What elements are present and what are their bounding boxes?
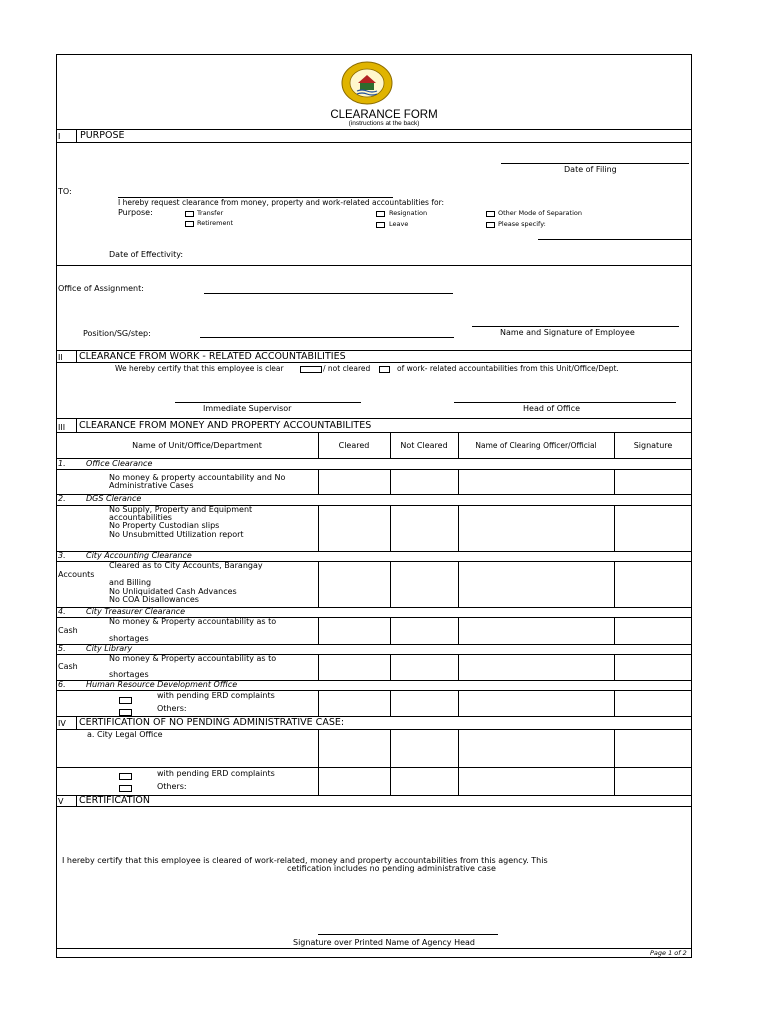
item-4-number: 4. [58, 607, 66, 616]
other-mode-checkbox[interactable] [486, 211, 495, 217]
date-of-effectivity-label: Date of Effectivity: [109, 250, 184, 259]
item-3-detail: No COA Disallowances [109, 595, 199, 604]
form-subtitle: (instructions at the back) [348, 120, 420, 127]
item-1-name: Office Clearance [86, 459, 153, 468]
item-3-detail: No Unliquidated Cash Advances [109, 587, 237, 596]
item-4-detail: No money & Property accountability as to [109, 617, 277, 626]
section-number-i: I [58, 132, 61, 141]
hrdo-erd-checkbox[interactable] [119, 697, 132, 704]
item-5-detail: No money & Property accountability as to [109, 654, 277, 663]
section-number-iii: III [58, 423, 66, 432]
item-2-detail: No Supply, Property and Equipment [109, 505, 253, 514]
item-4-detail: shortages [109, 634, 149, 643]
item-3-detail: and Billing [109, 578, 152, 587]
item-4-detail: Cash [58, 626, 78, 635]
clear-checkbox[interactable] [300, 366, 322, 373]
please-specify-checkbox[interactable] [486, 222, 495, 228]
item-1-number: 1. [58, 459, 66, 468]
col-unit: Name of Unit/Office/Department [132, 441, 262, 450]
item-1-detail: Administrative Cases [109, 481, 194, 490]
legal-others-checkbox[interactable] [119, 785, 132, 792]
section-number-ii: II [58, 353, 63, 362]
item-5-name: City Library [86, 644, 133, 653]
col-officer: Name of Clearing Officer/Official [475, 441, 597, 450]
item-6-detail: with pending ERD complaints [157, 691, 275, 700]
official-seal-logo [341, 61, 393, 105]
to-label: TO: [58, 187, 72, 196]
col-cleared: Cleared [338, 441, 370, 450]
item-2-number: 2. [58, 494, 66, 503]
item-4-name: City Treasurer Clearance [86, 607, 186, 616]
head-of-office-label: Head of Office [523, 404, 581, 413]
section-title-certification: CERTIFICATION [79, 795, 150, 806]
legal-others-label: Others: [157, 782, 187, 791]
office-of-assignment-field[interactable] [204, 293, 453, 294]
supervisor-label: Immediate Supervisor [203, 404, 292, 413]
please-specify-field[interactable] [538, 239, 692, 240]
agency-head-signature-field[interactable] [318, 934, 498, 935]
section-number-v: V [58, 797, 64, 806]
position-field[interactable] [200, 337, 454, 338]
certify-text-b: / not cleared [323, 364, 371, 373]
form-title: CLEARANCE FORM [330, 109, 438, 121]
position-label: Position/SG/step: [83, 329, 151, 338]
retirement-checkbox[interactable] [185, 221, 194, 227]
section-title-work: CLEARANCE FROM WORK - RELATED ACCOUNTABILITIES [79, 351, 346, 362]
item-5-detail: Cash [58, 662, 78, 671]
purpose-label: Purpose: [118, 208, 153, 217]
office-of-assignment-label: Office of Assignment: [58, 284, 144, 293]
section-title-purpose: PURPOSE [80, 130, 125, 141]
legal-erd-label: with pending ERD complaints [157, 769, 275, 778]
certification-text-1: I hereby certify that this employee is cleared of work-related, money and property accountabilities from this agency. This [62, 856, 548, 865]
retirement-label: Retirement [197, 219, 234, 227]
section-title-money: CLEARANCE FROM MONEY AND PROPERTY ACCOUNTABILITES [79, 420, 372, 431]
item-3-name: City Accounting Clearance [86, 551, 192, 560]
agency-head-signature-label: Signature over Printed Name of Agency Head [293, 938, 475, 947]
col-signature: Signature [633, 441, 673, 450]
col-not-cleared: Not Cleared [400, 441, 448, 450]
resignation-checkbox[interactable] [376, 211, 385, 217]
not-cleared-checkbox[interactable] [379, 366, 390, 373]
page-number: Page 1 of 2 [650, 949, 687, 957]
hrdo-others-checkbox[interactable] [119, 709, 132, 716]
certification-text-2: cetification includes no pending administrative case [287, 864, 496, 873]
item-2-detail: No Property Custodian slips [109, 521, 220, 530]
certify-text-a: We hereby certify that this employee is clear [115, 364, 284, 373]
transfer-label: Transfer [197, 209, 224, 217]
other-mode-label: Other Mode of Separation [498, 209, 582, 217]
legal-office-label: a. City Legal Office [87, 730, 163, 739]
section-number-iv: IV [58, 719, 66, 728]
item-5-number: 5. [58, 644, 66, 653]
leave-checkbox[interactable] [376, 222, 385, 228]
please-specify-label: Please specify: [498, 220, 546, 228]
item-3-number: 3. [58, 551, 66, 560]
resignation-label: Resignation [389, 209, 428, 217]
item-1-detail: No money & property accountability and No [109, 473, 286, 482]
item-3-detail: Accounts [58, 570, 95, 579]
employee-signature-label: Name and Signature of Employee [500, 328, 635, 337]
date-of-filing-label: Date of Filing [564, 165, 617, 174]
certify-text-c: of work- related accountabilities from this Unit/Office/Dept. [397, 364, 619, 373]
leave-label: Leave [389, 220, 409, 228]
item-6-name: Human Resource Development Office [86, 680, 238, 689]
section-title-admin-case: CERTIFICATION OF NO PENDING ADMINISTRATIVE CASE: [79, 717, 345, 728]
item-6-number: 6. [58, 680, 66, 689]
item-2-name: DGS Clerance [86, 494, 142, 503]
legal-erd-checkbox[interactable] [119, 773, 132, 780]
request-text: I hereby request clearance from money, property and work-related accountablities for: [118, 198, 445, 207]
item-5-detail: shortages [109, 670, 149, 679]
item-2-detail: No Unsubmitted Utilization report [109, 530, 244, 539]
transfer-checkbox[interactable] [185, 211, 194, 217]
item-3-detail: Cleared as to City Accounts, Barangay [109, 561, 263, 570]
item-6-detail: Others: [157, 704, 187, 713]
item-2-detail: accountabilities [109, 513, 172, 522]
